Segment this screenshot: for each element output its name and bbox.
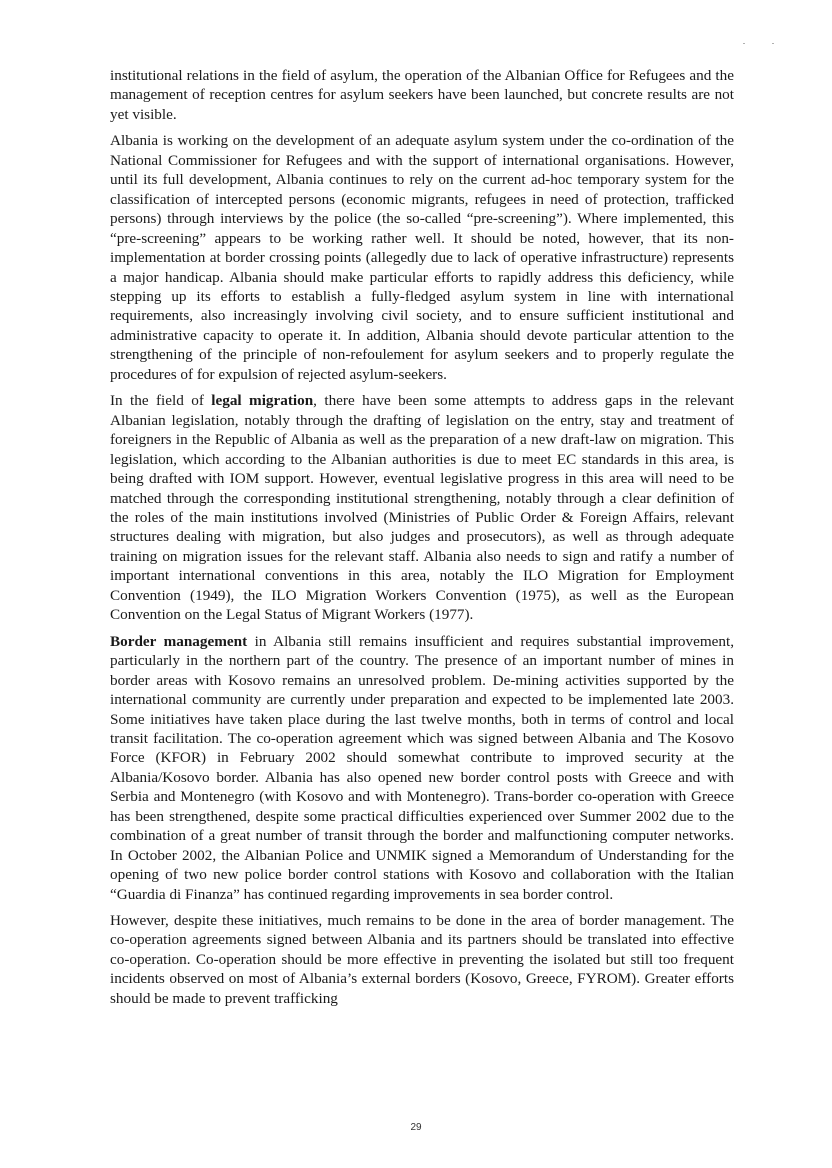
scan-speck xyxy=(772,43,774,44)
paragraph-border-management-continued xyxy=(110,911,734,1008)
page-number: 29 xyxy=(410,1122,422,1133)
text-run: In the field of xyxy=(110,392,212,410)
paragraph-legal-migration xyxy=(110,391,734,624)
document-body xyxy=(110,66,734,1015)
bold-term: legal migration xyxy=(211,392,314,410)
text-run: in Albania still remains insufficient and requires substantial improvement, particularly in the northern part of the country. The presence of an important number of mines in border areas with Kosovo remains an unresolved problem. De-mining activities supported by the international community are currently under preparation and expected to be implemented late 2003. Some initiatives have taken place during the last twelve months, both in terms of control and local transit facilitation. The co-operation agreement which was signed between Albania and The Kosovo Force (KFOR) in February 2002 should somewhat contribute to improved security at the Albania/Kosovo border. Albania has also opened new border control posts with Greece and with Serbia and Montenegro (with Kosovo and with Montenegro). Trans-border co-operation with Greece has been strengthened, despite some practical difficulties experienced over Summer 2002 due to the combination of a great number of transit through the border and malfunctioning computer networks. In October 2002, the Albanian Police and UNMIK signed a Memorandum of Understanding for the opening of two new police border control stations with Kosovo and collaboration with the Italian “Guardia di Finanza” has continued regarding improvements in sea border control. xyxy=(110,632,735,903)
paragraph-asylum-system xyxy=(110,131,734,384)
paragraph-asylum-institutions xyxy=(110,66,734,124)
paragraph-border-management xyxy=(110,632,734,904)
text-run: , there have been some attempts to address gaps in the relevant Albanian legislation, notably through the drafting of legislation on the entry, stay and treatment of foreigners in the Republic of Albania as well as the preparation of a new draft-law on migration. This legislation, which according to the Albanian authorities is due to meet EC standards in this area, is being drafted with IOM support. However, eventual legislative progress in this area will need to be matched through the corresponding institutional strengthening, notably through a clear definition of the roles of the main institutions involved (Ministries of Public Order & Foreign Affairs, relevant structures dealing with migration, but also judges and prosecutors), as well as through adequate training on migration issues for the relevant staff. Albania also needs to sign and ratify a number of important international conventions in this area, notably the ILO Migration for Employment Convention (1949), the ILO Migration Workers Convention (1975), as well as the European Convention on the Legal Status of Migrant Workers (1977). xyxy=(110,392,735,624)
scan-speck xyxy=(743,43,745,44)
text-run: Albania is working on the development of an adequate asylum system under the co-ordination of the National Commissioner for Refugees and with the support of international organisations. However, until its full development, Albania continues to rely on the current ad-hoc temporary system for the classification of intercepted persons (economic migrants, refugees in need of protection, trafficked persons) through interviews by the police (the so-called “pre-screening”). Where implemented, this “pre-screening” appears to be working rather well. It should be noted, however, that its non-implementation at border crossing points (allegedly due to lack of operative infrastructure) represents a major handicap. Albania should make particular efforts to rapidly address this deficiency, while stepping up its efforts to establish a fully-fledged asylum system in line with international requirements, also increasingly involving civil society, and to ensure sufficient institutional and administrative capacity to operate it. In addition, Albania should devote particular attention to the strengthening of the principle of non-refoulement for asylum seekers and to properly regulate the procedures of for expulsion of rejected asylum-seekers. xyxy=(110,132,734,383)
bold-term: Border management xyxy=(110,632,248,650)
text-run: institutional relations in the field of asylum, the operation of the Albanian Office for Refugees and the management of reception centres for asylum seekers have been launched, but concrete results are not yet visible. xyxy=(110,67,734,123)
text-run: However, despite these initiatives, much remains to be done in the area of border management. The co-operation agreements signed between Albania and its partners should be translated into effective co-operation. Co-operation should be more effective in preventing the isolated but still too frequent incidents observed on most of Albania’s external borders (Kosovo, Greece, FYROM). Greater efforts should be made to prevent trafficking xyxy=(110,912,734,1007)
